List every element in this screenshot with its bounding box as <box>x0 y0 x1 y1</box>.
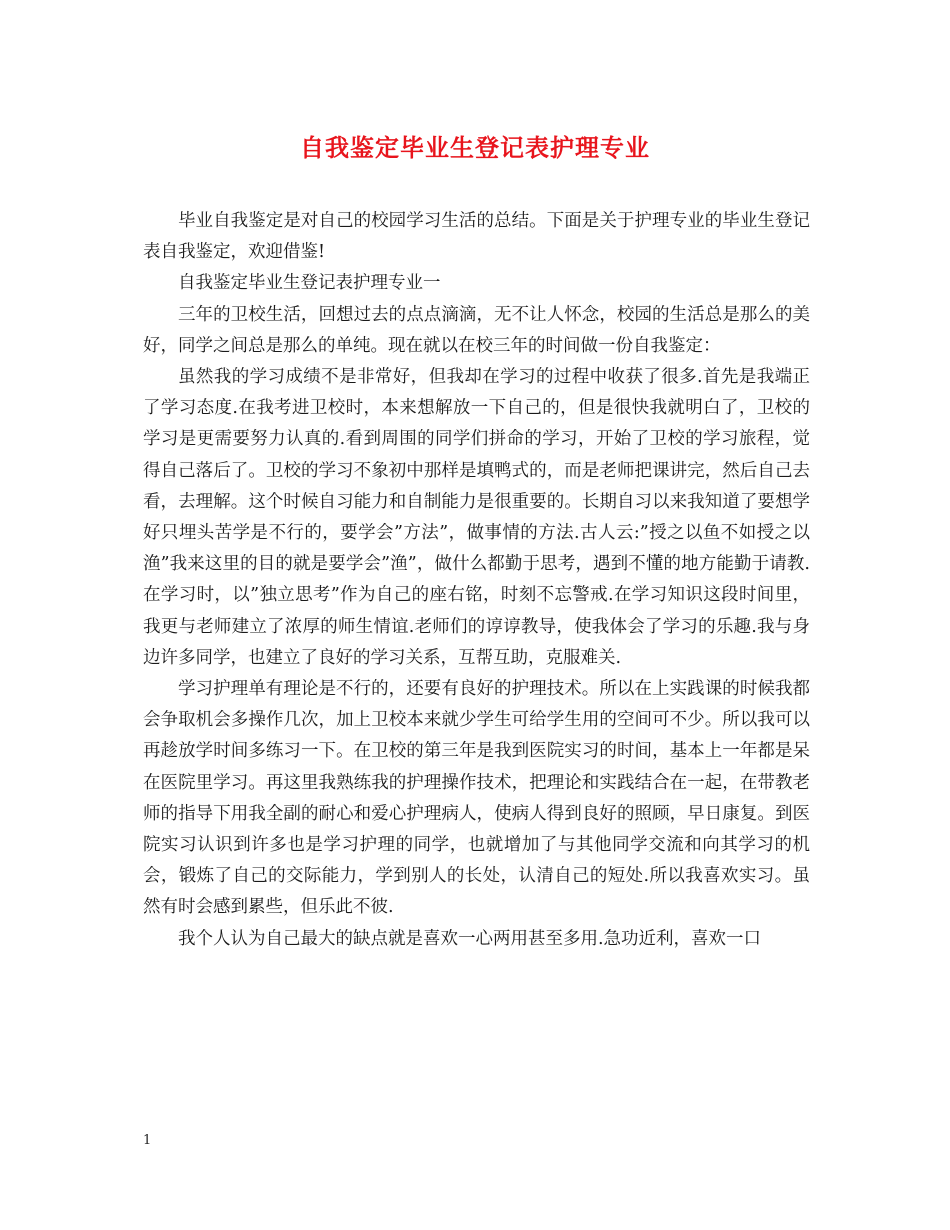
document-body <box>143 206 810 955</box>
paragraph-study-attitude: 虽然我的学习成绩不是非常好，但我却在学习的过程中收获了很多.首先是我端正了学习态度.在我考进卫校时，本来想解放一下自己的，但是很快我就明白了，卫校的学习是更需要努力认真的.看到周围的同学们拼命的学习，开始了卫校的学习旅程，觉得自己落后了。卫校的学习不象初中那样是填鸭式的，而是老师把课讲完，然后自己去看，去理解。这个时候自习能力和自制能力是很重要的。长期自习以来我知道了要想学好只埋头苦学是不行的，要学会”方法”，做事情的方法.古人云:”授之以鱼不如授之以渔”我来这里的目的就是要学会”渔”，做什么都勤于思考，遇到不懂的地方能勤于请教.在学习时，以”独立思考”作为自己的座右铭，时刻不忘警戒.在学习知识这段时间里，我更与老师建立了浓厚的师生情谊.老师们的谆谆教导，使我体会了学习的乐趣.我与身边许多同学，也建立了良好的学习关系，互帮互助，克服难关. <box>143 367 810 668</box>
paragraph-intro: 毕业自我鉴定是对自己的校园学习生活的总结。下面是关于护理专业的毕业生登记表自我鉴定，欢迎借鉴! <box>143 211 810 263</box>
paragraph-nursing-practice: 学习护理单有理论是不行的，还要有良好的护理技术。所以在上实践课的时候我都会争取机会多操作几次，加上卫校本来就少学生可给学生用的空间可不少。所以我可以再趁放学时间多练习一下。在卫校的第三年是我到医院实习的时间，基本上一年都是呆在医院里学习。再这里我熟练我的护理操作技术，把理论和实践结合在一起，在带教老师的指导下用我全副的耐心和爱心护理病人，使病人得到良好的照顾，早日康复。到医院实习认识到许多也是学习护理的同学，也就增加了与其他同学交流和向其学习的机会，锻炼了自己的交际能力，学到别人的长处，认清自己的短处.所以我喜欢实习。虽然有时会感到累些，但乐此不彼. <box>143 679 810 918</box>
document-title: 自我鉴定毕业生登记表护理专业 <box>300 133 650 162</box>
paragraph-section-heading: 自我鉴定毕业生登记表护理专业一 <box>178 273 441 294</box>
page-number: 1 <box>143 1133 152 1148</box>
paragraph-school-life: 三年的卫校生活，回想过去的点点滴滴，无不让人怀念，校园的生活总是那么的美好，同学之间总是那么的单纯。现在就以在校三年的时间做一份自我鉴定： <box>143 304 810 356</box>
paragraph-shortcomings: 我个人认为自己最大的缺点就是喜欢一心两用甚至多用.急功近利，喜欢一口 <box>178 928 762 949</box>
